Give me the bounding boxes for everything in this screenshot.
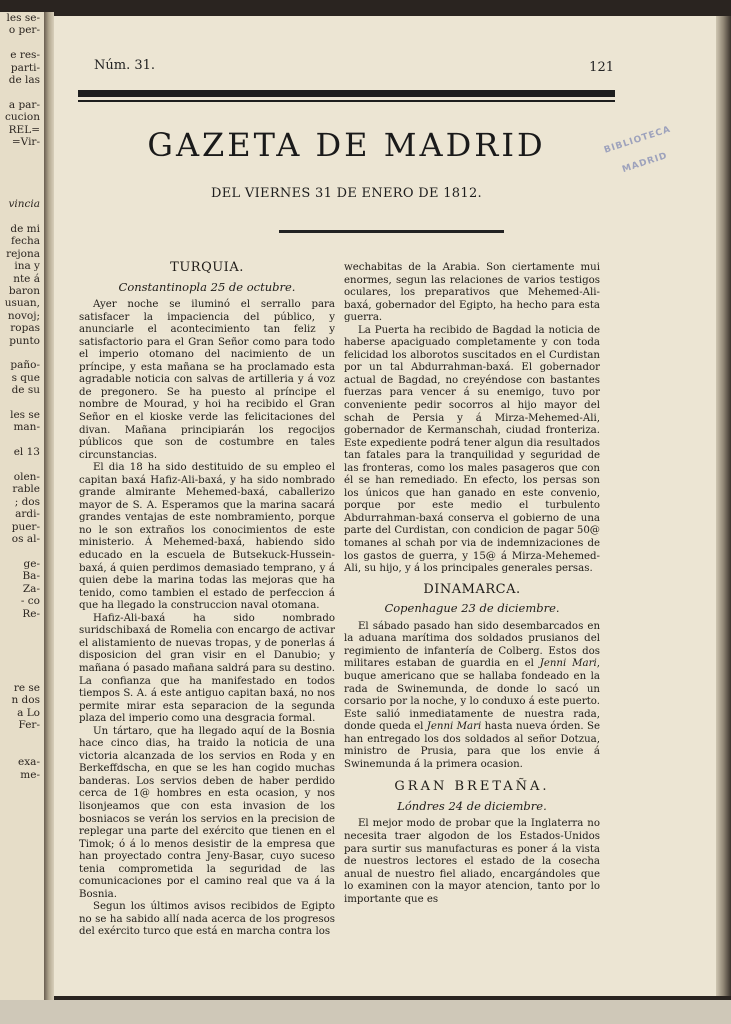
left-page-line <box>0 632 44 644</box>
article-paragraph: El mejor modo de probar que la Inglaterra no necesita traer algodon de los Estados-Unidos para surtir sus manufacturas es poner á la vista de nuestros lectores el estado de la cosecha anual de nuestro fiel aliado, encargándoles que lo examinen con la mayor atencion, tanto por lo importante que es <box>344 818 600 905</box>
left-page-line <box>0 211 44 223</box>
left-page-line: de mi <box>10 222 40 235</box>
header-rule-thin <box>78 100 615 102</box>
left-page-line: os al- <box>11 533 40 546</box>
left-page-line: paño- <box>10 359 40 372</box>
book-spine <box>44 12 54 1000</box>
left-page-line <box>0 657 44 669</box>
left-page-line: les se <box>10 409 40 421</box>
left-page-line: ina y <box>14 260 40 273</box>
left-page-line: a Lo <box>17 706 40 719</box>
left-page-line: de las <box>8 74 40 87</box>
issue-date: DEL VIERNES 31 DE ENERO DE 1812. <box>211 186 482 201</box>
left-page-line <box>0 744 44 756</box>
left-page-line: e res- <box>10 49 40 62</box>
scan-bottom-band <box>0 1000 731 1024</box>
left-page-line: novoj; <box>7 309 40 322</box>
section-dinamarca: DINAMARCA. <box>423 581 521 597</box>
article-paragraph: La Puerta ha recibido de Bagdad la noticia de haberse apaciguado completamente y con toda felicidad los alborotos suscitados en el Curdistan por un tal Abdurrahman-baxá. El gobernador actual de Bagdad, no creyéndose con bastantes fuerzas para vencer á su enemigo, tuvo por conveniente pedir socorros al hijo mayor del schah de Persia y á Mirza-Mehemed-Ali, gobernador de Kermanschah, ciudad fronteriza. Este expediente podrá tener algun dia resultados tan fatales para la tranquilidad y seguridad de las fronteras, como los males pasageros que con él se han remediado. En efecto, los persas son los únicos que han ganado en este convenio, porque por este medio el turbulento Abdurrahman-baxá conserva el gobierno de una parte del Curdistan, con condicion de pagar 50@ tomanes al schah por via de indemnizaciones de los gastos de guerra, y 15@ á Mirza-Mehemed-Ali, su hijo, y á los principales generales persas. <box>344 324 600 575</box>
left-page-line: ; dos <box>14 495 40 508</box>
article-paragraph: Hafiz-Ali-baxá ha sido nombrado suridschibaxá de Romelia con encargo de activar el alistamiento de nuevas tropas, y de ponerlas á disposicion del gran visir en el Danubio; y mañana ó pasado mañana saldrá para su destino. La confianza que ha manifestado en todos tiempos S. A. á este antiguo capitan baxá, no nos permite mirar esta separacion de la segunda plaza del imperio como una desgracia formal. <box>79 612 335 725</box>
adjacent-page-fragment <box>0 12 44 1000</box>
column-right <box>344 262 600 906</box>
left-page-line <box>0 620 44 632</box>
left-page-line <box>0 545 44 557</box>
left-page-line <box>0 37 44 49</box>
left-page-line: nte á <box>13 272 40 285</box>
left-page-line: a par- <box>8 98 40 111</box>
left-page-line: Ba- <box>22 570 40 583</box>
left-page-line: ropas <box>10 322 40 335</box>
left-page-line: Re- <box>22 607 40 620</box>
left-page-line: n dos <box>11 694 40 707</box>
left-page-line: man- <box>13 421 40 434</box>
left-page-line: parti- <box>10 61 40 74</box>
left-page-line: s que <box>11 371 40 384</box>
left-page-line: rejona <box>6 247 40 260</box>
left-page-line <box>0 732 44 744</box>
left-page-line: =Vir- <box>11 136 40 149</box>
left-page-line: ardi- <box>15 508 40 521</box>
left-page-line: REL= <box>8 123 40 136</box>
article-text: El sábado pasado han sido desembarcados en la aduana marítima dos soldados prusianos del regimiento de infantería de Colberg. Estos dos militares estaban de guardia en el <box>344 620 600 670</box>
left-page-line: punto <box>9 334 40 347</box>
left-page-line <box>0 347 44 359</box>
left-page-line: de su <box>11 384 40 397</box>
section-turquia: TURQUIA. <box>170 260 244 275</box>
masthead-rule <box>279 230 504 233</box>
left-page-line <box>0 173 44 185</box>
article-paragraph: Segun los últimos avisos recibidos de Egipto no se ha sabido allí nada acerca de los progresos del exército turco que está en marcha contra los <box>79 901 335 938</box>
stamp-top-text: BIBLIOTECA <box>602 124 673 156</box>
header-rule-thick <box>78 90 615 97</box>
dateline-copenhague: Copenhague 23 de diciembre. <box>384 601 560 616</box>
left-page-line: les se- <box>6 12 40 24</box>
article-text: , buque americano que se hallaba fondeado en la rada de Swinemunda, de donde lo sacó un corsario por la noche, y lo conduxo á este puerto. Este salió inmediatamente de nuestra rada, donde queda el <box>344 658 600 733</box>
left-page-line: fecha <box>10 235 40 248</box>
left-page-line <box>0 148 44 160</box>
masthead-title: GAZETA DE MADRID <box>147 126 546 164</box>
left-page-line: exa- <box>18 756 40 769</box>
newspaper-page <box>54 16 716 996</box>
left-page-line: el 13 <box>13 446 40 459</box>
article-continuation: wechabitas de la Arabia. Son ciertamente mui enormes, segun las relaciones de varios testigos oculares, los preparativos que Mehemed-Ali-baxá, gobernador del Egipto, ha hecho para esta guerra. <box>344 262 600 324</box>
left-page-line <box>0 186 44 198</box>
column-left <box>79 262 335 939</box>
dateline-constantinopla: Constantinopla 25 de octubre. <box>118 279 296 294</box>
left-page-line: usuan, <box>4 297 40 310</box>
left-page-line <box>0 434 44 446</box>
left-page-line <box>0 397 44 409</box>
left-page-line: baron <box>8 284 40 297</box>
left-page-line: Fer- <box>18 719 40 732</box>
section-gran-bretana: GRAN BRETAÑA. <box>394 779 550 795</box>
left-page-line <box>0 645 44 657</box>
ship-name: Jenni Mari <box>539 658 597 670</box>
dateline-londres: Lóndres 24 de diciembre. <box>397 798 547 813</box>
article-paragraph: El dia 18 ha sido destituido de su empleo el capitan baxá Hafiz-Ali-baxá, y ha sido nombrado grande almirante Mehemed-baxá, caballerizo mayor de S. A. Esperamos que la marina sacará grandes ventajas de este nombramiento, porque no le son extraños los conocimientos de este ministerio. Á Mehemed-baxá, habiendo sido educado en la escuela de Butsekuck-Hussein-baxá, á quien perdimos demasiado temprano, y á quien debe la marina todas las mejoras que ha tenido, como tambien el estado de perfeccion á que ha llegado la construccion naval otomana. <box>79 462 335 612</box>
left-page-line: olen- <box>13 471 40 484</box>
left-page-line: - co <box>20 595 40 608</box>
article-text: hasta nueva órden. Se han entregado los dos soldados al señor Dotzua, ministro de Prusia, para que los envie á Swinemunda á la primera ocasion. <box>344 721 600 770</box>
left-page-line: ge- <box>23 557 40 570</box>
left-page-line: vincia <box>8 198 40 211</box>
left-page-line: re se <box>13 681 40 694</box>
article-paragraph <box>344 621 600 772</box>
ship-name: Jenni Mari <box>426 721 482 733</box>
page-edge <box>716 16 731 996</box>
left-page-line: o per- <box>8 24 40 37</box>
left-page-line <box>0 670 44 682</box>
stamp-bottom-text: MADRID <box>621 150 669 176</box>
article-paragraph: Ayer noche se iluminó el serrallo para satisfacer la impaciencia del público, y anunciarle el acontecimiento tan feliz y satisfactorio para el Gran Señor como para todo el imperio otomano del nacimiento de un príncipe, y esta mañana se ha proclamado esta agradable noticia con salvas de artilleria y á voz de pregonero. Se ha puesto al príncipe el nombre de Mourad, y hoi ha recibido el Gran Señor en el kioske verde las felicitaciones del divan. Mañana principiarán los regocijos públicos que son de costumbre en tales circunstancias. <box>79 299 335 461</box>
left-page-line <box>0 459 44 471</box>
left-page-line: Za- <box>22 582 40 595</box>
left-page-line: rable <box>12 483 40 496</box>
left-page-line: cucion <box>5 111 40 124</box>
left-page-line <box>0 86 44 98</box>
left-page-line <box>0 161 44 173</box>
article-paragraph: Un tártaro, que ha llegado aquí de la Bosnia hace cinco dias, ha traido la noticia de una victoria alcanzada de los servios en Roda y en Berkeffdscha, en que se les han cogido muchas banderas. Los servios deben de haber perdido cerca de 1@ hombres en esta ocasion, y nos lisonjeamos que con esta invasion de los bosniacos se verán los servios en la precision de replegar una parte del exército que tienen en el Timok; ó á lo menos desistir de la empresa que han proyectado contra Jeny-Basar, cuyo suceso tenia comprometida la seguridad de las comunicaciones por el camino real que va á la Bosnia. <box>79 725 335 900</box>
left-page-line: me- <box>20 768 40 781</box>
issue-number: Núm. 31. <box>94 58 156 73</box>
page-number: 121 <box>589 60 614 75</box>
left-page-line: puer- <box>11 520 40 533</box>
